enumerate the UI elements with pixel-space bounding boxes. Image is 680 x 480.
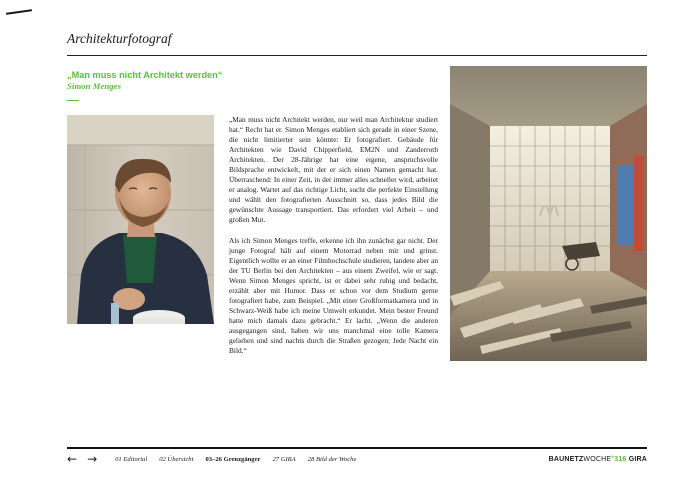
nav-link-uebersicht[interactable]: 02 Übersicht [159, 455, 194, 463]
accent-dash [67, 100, 79, 101]
section-title: Architekturfotograf [67, 31, 172, 46]
body-paragraph-2: Als ich Simon Menges treffe, erkenne ich ihn zunächst gar nicht. Der junge Fotograf hält auf einem Motorrad neben mir und grinst. Eigentlich wollte er an einer Filmhochschule studieren, landete aber an der TU Berlin bei den Architekten – aus einem Zweifel, wie er sagt. Wenn Simon Menges spricht, ist er dabei sehr ruhig und bedacht, erzählt aber mit Humor. Dass er schon vor dem Studium gerne fotografiert habe, zum Beispiel. „Mit einer Großformatkamera und in Schwarz-Weiß habe ich meine Umwelt erkundet. Mein bester Freund hatte mich damals dazu gebracht.“ Er lacht. „Wenn die anderen ausgegangen sind, haben wir uns manchmal eine tolle Kamera geliehen und sind nachts durch die Straßen gezogen; Jede Nacht ein Bild.“ [229, 235, 438, 356]
bottom-rule [67, 447, 647, 449]
brand-woche: WOCHE [583, 455, 612, 463]
article-author: Simon Menges [67, 81, 122, 91]
corner-mark [6, 9, 32, 15]
footer-nav [67, 452, 647, 466]
body-paragraph-1: „Man muss nicht Architekt werden, nur weil man Architektur studiert hat.“ Recht hat er. Simon Menges etabliert sich gerade in einer Szene, die nicht limitierter sein könnte: Er fotografiert. Gebäude für Architekten wie David Chipperfield, EM2N und Zanderroth Architekten. Der 28-Jährige hat eine eigene, anspruchsvolle Bildsprache entwickelt, mit der er sich einen Namen gemacht hat. Überraschend: In einer Zeit, in der immer alles schneller wird, arbeitet er analog. Wartet auf das richtige Licht, sucht die perfekte Einstellung und wählt den fotografierten Ausschnitt so, dass jedes Bild die gewünschte Aussage transportiert. Das erfordert viel Arbeit – und großen Mut. [229, 115, 438, 225]
top-rule [67, 55, 647, 56]
article-body [229, 115, 438, 366]
previous-page-arrow-icon[interactable]: ← [67, 452, 78, 466]
nav-link-editorial[interactable]: 01 Editorial [115, 455, 148, 463]
portrait-photo [67, 115, 214, 324]
brand-partner: GIRA [628, 455, 647, 463]
issue-number: °316 [611, 455, 627, 463]
nav-link-grenzgaenger[interactable]: 03–26 Grenzgänger [205, 455, 261, 463]
building-interior-photo [450, 66, 647, 361]
next-page-arrow-icon[interactable]: → [87, 452, 98, 466]
brand-logo[interactable] [549, 456, 647, 463]
nav-link-gira[interactable]: 27 GIRA [272, 455, 296, 463]
nav-link-bild-der-woche[interactable]: 28 Bild der Woche [307, 455, 357, 463]
brand-name: BAUNETZ [548, 455, 584, 463]
article-headline: „Man muss nicht Architekt werden“ [67, 70, 223, 80]
